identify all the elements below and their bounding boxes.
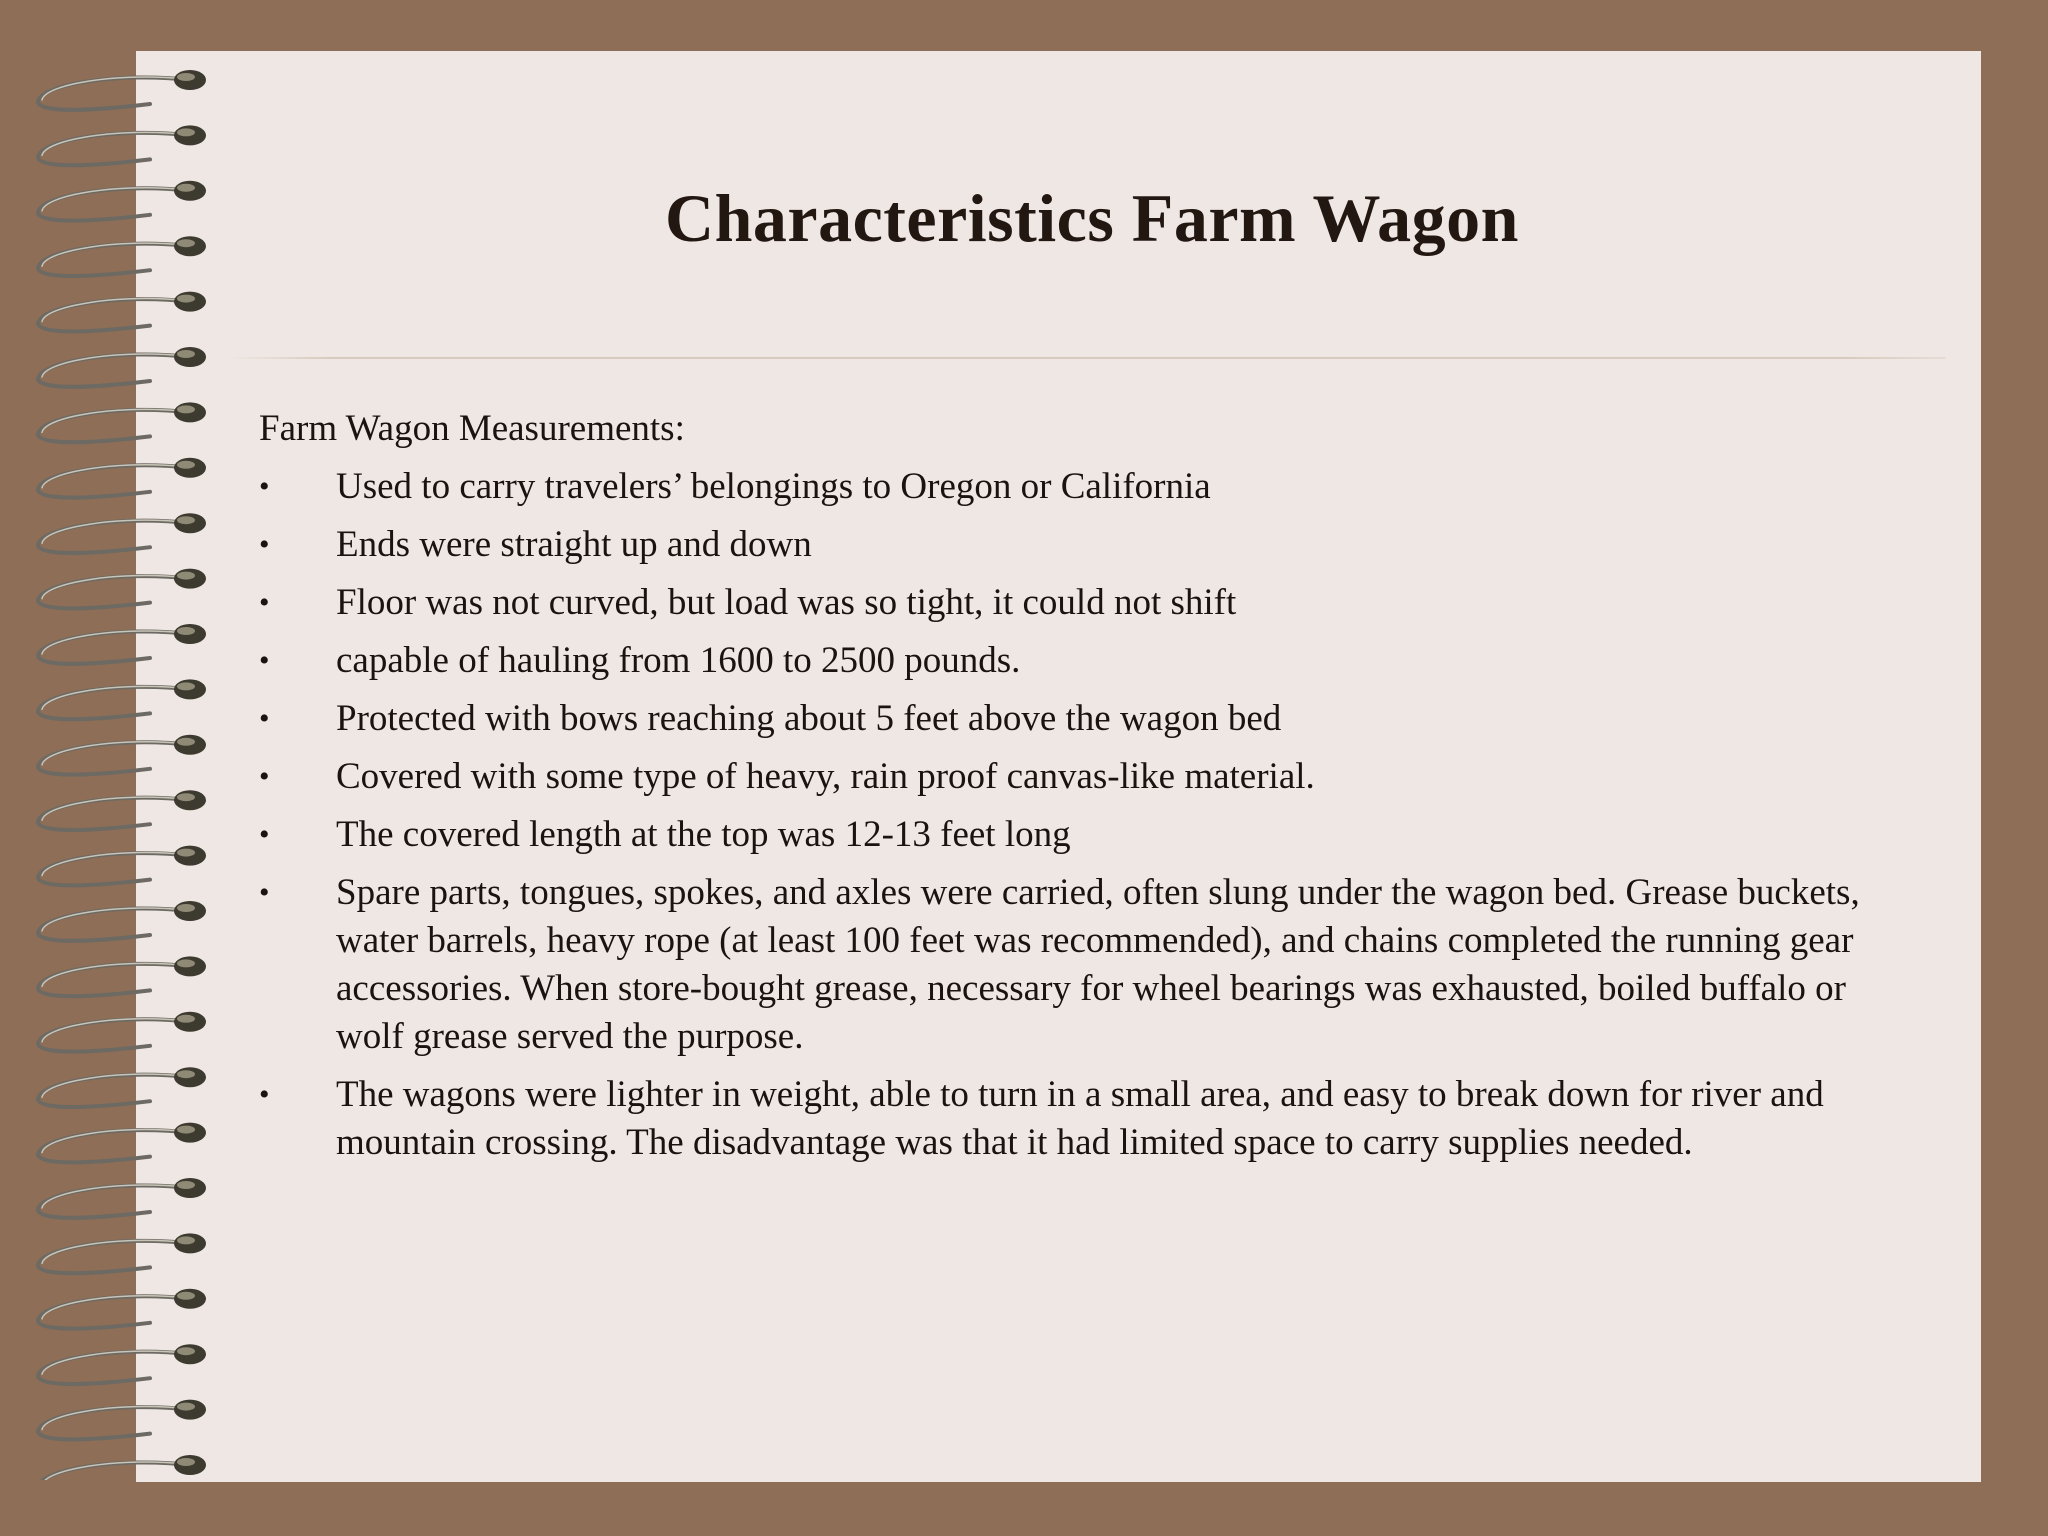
bullet-icon: • [259, 760, 270, 793]
binding-ring [38, 513, 206, 553]
bullet-text: Covered with some type of heavy, rain proof canvas-like material. [336, 756, 1315, 797]
binding-ring [38, 956, 206, 996]
bullet-text: The covered length at the top was 12-13 feet long [336, 814, 1071, 855]
bullet-text: capable of hauling from 1600 to 2500 pounds. [336, 640, 1021, 681]
binding-ring [38, 1012, 206, 1052]
bullet-icon: • [259, 528, 270, 561]
bullet-text: Spare parts, tongues, spokes, and axles were carried, often slung under the wagon bed. Grease buckets, water barrels, heavy rope (at least 100 feet was recommended), and chains completed the running gear accessories. When store-bought grease, necessary for wheel bearings was exhausted, boiled buffalo or wolf grease served the purpose. [336, 872, 1860, 1057]
bullet-icon: • [259, 470, 270, 503]
binding-ring [38, 624, 206, 664]
list-item [259, 811, 1909, 859]
title-divider [228, 357, 1946, 359]
slide-title: Characteristics Farm Wagon [664, 180, 1520, 256]
binding-ring [38, 1233, 206, 1273]
binding-ring [38, 1344, 206, 1384]
binding-ring [38, 901, 206, 941]
list-item [259, 579, 1909, 627]
bullet-icon: • [259, 644, 270, 677]
binding-ring [38, 790, 206, 830]
list-item [259, 637, 1909, 685]
binding-ring [38, 846, 206, 886]
binding-ring [38, 1400, 206, 1440]
binding-ring [38, 1067, 206, 1107]
bullet-text: Protected with bows reaching about 5 feet above the wagon bed [336, 698, 1282, 739]
slide-body [259, 405, 1909, 1177]
binding-ring [38, 1289, 206, 1329]
bullet-text: Used to carry travelers’ belongings to Oregon or California [336, 466, 1211, 507]
bullet-icon: • [259, 586, 270, 619]
bullet-text: The wagons were lighter in weight, able to turn in a small area, and easy to break down for river and mountain crossing. The disadvantage was that it had limited space to carry supplies needed. [336, 1074, 1824, 1163]
bullet-list [259, 463, 1909, 1167]
binding-ring [38, 569, 206, 609]
binding-ring [38, 1178, 206, 1218]
list-item [259, 869, 1909, 1061]
bullet-icon: • [259, 818, 270, 851]
binding-ring [38, 402, 206, 442]
binding-ring [38, 679, 206, 719]
binding-ring [38, 1455, 206, 1480]
list-item [259, 695, 1909, 743]
list-item [259, 1071, 1909, 1167]
binding-ring [38, 735, 206, 775]
bullet-icon: • [259, 876, 270, 909]
bullet-icon: • [259, 702, 270, 735]
binding-ring [38, 1123, 206, 1163]
binding-ring [38, 292, 206, 332]
intro-text: Farm Wagon Measurements: [259, 408, 685, 449]
list-item [259, 463, 1909, 511]
binding-ring [38, 70, 206, 110]
list-item [259, 753, 1909, 801]
binding-ring [38, 347, 206, 387]
bullet-text: Ends were straight up and down [336, 524, 812, 565]
bullet-text: Floor was not curved, but load was so tight, it could not shift [336, 582, 1237, 623]
binding-ring [38, 458, 206, 498]
binding-ring [38, 125, 206, 165]
spiral-binding [0, 60, 240, 1480]
bullet-icon: • [259, 1078, 270, 1111]
list-item [259, 521, 1909, 569]
